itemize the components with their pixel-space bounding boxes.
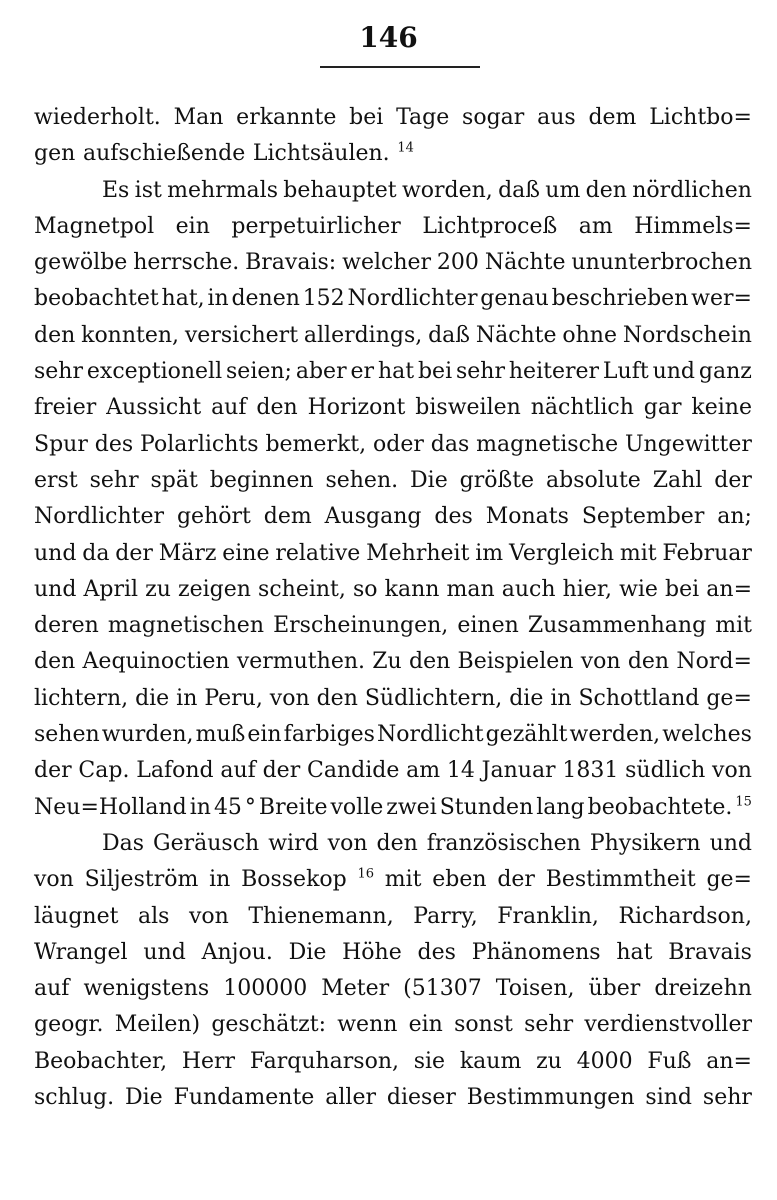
word: Lichtbo=: [649, 105, 752, 130]
word: sehr: [524, 1012, 574, 1038]
word: oder: [373, 431, 424, 457]
word: Magnetpol: [34, 213, 155, 239]
word: Neu=Holland: [34, 794, 187, 820]
word: sehr: [702, 1085, 752, 1111]
word: Parry,: [413, 903, 478, 929]
text-line: [34, 1007, 752, 1043]
word: 14: [397, 140, 414, 156]
word: und: [34, 540, 77, 566]
word: September: [581, 504, 705, 530]
word: beobachtete.: [587, 794, 733, 820]
word: Schottland: [578, 685, 700, 711]
word: schlug.: [34, 1085, 115, 1111]
word: gar: [643, 395, 682, 421]
word: werden,: [569, 722, 661, 748]
word: Fuß: [647, 1048, 692, 1074]
word: 45: [213, 794, 242, 820]
word: eine: [222, 540, 270, 566]
word: von: [34, 867, 74, 893]
word: Richardson,: [618, 903, 752, 929]
word: Stunden: [439, 794, 534, 820]
word: 200: [436, 250, 479, 276]
word: mit: [384, 867, 422, 893]
word: an=: [706, 576, 752, 602]
word: heiterer: [508, 359, 600, 385]
word: Geräusch: [153, 830, 260, 856]
word: magnetische: [476, 431, 619, 457]
text-line: [34, 753, 752, 789]
word: am: [578, 213, 613, 239]
word: Zu: [372, 649, 402, 675]
word: gezählt: [485, 722, 568, 748]
word: Wrangel: [34, 939, 128, 965]
word: 15: [735, 794, 752, 810]
word: Höhe: [342, 939, 402, 965]
word: genau: [480, 286, 549, 312]
word: ein: [247, 722, 282, 748]
word: sehen: [34, 722, 100, 748]
word: Beispielen: [457, 649, 574, 675]
text-line: [34, 390, 752, 426]
body-text: [34, 100, 752, 1116]
word: denen: [231, 286, 300, 312]
text-line: [34, 717, 752, 753]
word: sie: [413, 1048, 446, 1074]
word: man: [446, 576, 495, 602]
word: Bravais: [668, 939, 752, 965]
word: Nächte: [475, 322, 557, 348]
word: versichert: [184, 322, 299, 348]
word: der: [714, 467, 752, 493]
word: dem: [263, 504, 312, 530]
word: Franklin,: [497, 903, 599, 929]
text-line: [34, 354, 752, 390]
text-line: [34, 899, 752, 935]
text-line: [34, 173, 752, 209]
word: hat: [616, 939, 653, 965]
word: vermuthen.: [236, 649, 365, 675]
text-line: [34, 463, 752, 499]
word: bei: [349, 105, 384, 130]
word: freier: [34, 395, 97, 421]
word: südlich: [625, 758, 706, 784]
word: das: [430, 431, 470, 457]
word: geogr.: [34, 1012, 104, 1038]
word: und: [709, 830, 752, 856]
word: ge=: [706, 685, 752, 711]
word: 14: [446, 758, 475, 784]
word: der: [115, 540, 153, 566]
word: sehr: [456, 359, 505, 385]
word: am: [406, 758, 441, 784]
word: Das: [102, 830, 145, 856]
word: hat: [377, 359, 415, 385]
word: 152: [302, 286, 345, 312]
word: Himmels=: [634, 213, 752, 239]
word: und: [143, 939, 186, 965]
text-line: [34, 281, 752, 317]
word: auf: [220, 758, 256, 784]
word: dreizehn: [654, 976, 752, 1002]
word: lichtern,: [34, 685, 129, 711]
text-line: [34, 136, 752, 172]
word: deren: [34, 613, 99, 639]
text-line: [34, 644, 752, 680]
word: hier,: [562, 576, 612, 602]
word: über: [588, 976, 641, 1002]
word: da: [82, 540, 110, 566]
word: Lafond: [136, 758, 214, 784]
word: von: [580, 649, 621, 675]
word: geschätzt:: [211, 1012, 327, 1038]
word: hat,: [161, 286, 205, 312]
word: °: [244, 794, 256, 820]
text-line: [34, 499, 752, 535]
word: den: [627, 649, 670, 675]
word: Die: [410, 467, 448, 493]
word: aus: [537, 105, 576, 130]
word: keine: [691, 395, 752, 421]
word: bei: [417, 359, 453, 385]
word: mehrmals: [167, 177, 278, 203]
word: Tage: [396, 105, 450, 130]
word: ge=: [706, 867, 752, 893]
word: nördlichen: [632, 177, 752, 203]
word: in: [209, 867, 231, 893]
word: von: [712, 758, 752, 784]
word: Man: [173, 105, 224, 130]
word: 4000: [576, 1048, 633, 1074]
word: Erscheinungen,: [273, 613, 449, 639]
word: Candide: [307, 758, 400, 784]
word: Peru,: [204, 685, 263, 711]
text-line: [34, 209, 752, 245]
word: daß: [428, 322, 470, 348]
word: bei: [665, 576, 700, 602]
word: Ausgang: [324, 504, 422, 530]
word: spät: [150, 467, 198, 493]
word: Bossekop: [241, 867, 347, 893]
text-line: [34, 681, 752, 717]
word: auch: [501, 576, 556, 602]
word: von: [327, 830, 368, 856]
word: absolute: [546, 467, 641, 493]
word: Mehrheit: [366, 540, 470, 566]
word: Es: [102, 177, 130, 203]
word: von: [188, 903, 229, 929]
word: Beobachter,: [34, 1048, 168, 1074]
word: wie: [619, 576, 658, 602]
word: magnetischen: [107, 613, 264, 639]
word: den: [376, 830, 418, 856]
word: ohne: [562, 322, 617, 348]
word: der: [262, 758, 301, 784]
word: Nordlichter: [34, 504, 165, 530]
word: Bestimmtheit: [545, 867, 696, 893]
word: wird: [268, 830, 319, 856]
word: muß: [195, 722, 246, 748]
word: den: [34, 649, 76, 675]
word: Bravais:: [245, 250, 337, 276]
word: den: [409, 649, 451, 675]
text-line: [34, 608, 752, 644]
word: exceptionell: [86, 359, 223, 385]
word: herrsche.: [133, 250, 240, 276]
word: Bestimmungen: [466, 1085, 635, 1111]
word: um: [545, 177, 581, 203]
word: läugnet: [34, 903, 119, 929]
word: einen: [457, 613, 519, 639]
word: aller: [325, 1085, 376, 1111]
word: mit: [715, 613, 752, 639]
word: Farquharson,: [249, 1048, 399, 1074]
text-line: [34, 935, 752, 971]
word: behauptet: [283, 177, 397, 203]
word: kann: [384, 576, 440, 602]
word: größte: [459, 467, 535, 493]
word: den: [34, 322, 76, 348]
word: aufschießende: [82, 141, 246, 167]
word: ununterbrochen: [571, 250, 752, 276]
word: der: [497, 867, 535, 893]
word: Nord=: [676, 649, 752, 675]
word: dieser: [386, 1085, 456, 1111]
word: Anjou.: [201, 939, 273, 965]
word: Nordlicht: [377, 722, 484, 748]
word: sogar: [462, 105, 525, 130]
word: Phänomens: [471, 939, 601, 965]
word: nächtlich: [530, 395, 634, 421]
word: April: [83, 576, 139, 602]
word: Nächte: [484, 250, 566, 276]
text-line: [34, 826, 752, 862]
word: konnten,: [81, 322, 180, 348]
word: wenn: [337, 1012, 398, 1038]
word: wenigstens: [83, 976, 210, 1002]
word: beginnen: [209, 467, 314, 493]
word: zwei: [386, 794, 437, 820]
word: sehr: [34, 359, 83, 385]
word: Aussicht: [106, 395, 202, 421]
word: Luft: [602, 359, 649, 385]
word: allerdings,: [303, 322, 423, 348]
text-line: [34, 245, 752, 281]
word: wer=: [691, 286, 752, 312]
text-line: [34, 862, 752, 898]
word: März: [158, 540, 217, 566]
word: die: [135, 685, 170, 711]
word: Siljeström: [84, 867, 199, 893]
text-line: [34, 971, 752, 1007]
word: Thienemann,: [248, 903, 394, 929]
word: kaum: [459, 1048, 522, 1074]
text-line: [34, 1044, 752, 1080]
word: Herr: [181, 1048, 236, 1074]
word: bemerkt,: [265, 431, 367, 457]
word: Südlichtern,: [364, 685, 503, 711]
word: Ungewitter: [625, 431, 752, 457]
word: zu: [145, 576, 171, 602]
word: Zusammenhang: [527, 613, 707, 639]
word: 1831: [562, 758, 619, 784]
word: Horizont: [307, 395, 406, 421]
word: scheint,: [258, 576, 346, 602]
word: Lichtproceß: [422, 213, 558, 239]
text-line: [34, 100, 752, 136]
word: volle: [330, 794, 384, 820]
word: in: [189, 794, 211, 820]
word: an=: [706, 1048, 752, 1074]
word: Die: [288, 939, 327, 965]
word: zeigen: [178, 576, 251, 602]
word: an;: [717, 504, 752, 530]
page-number: 146: [359, 21, 418, 54]
word: beobachtet: [34, 286, 159, 312]
word: Meilen): [114, 1012, 201, 1038]
word: im: [475, 540, 504, 566]
text-line: [34, 572, 752, 608]
word: zu: [536, 1048, 562, 1074]
word: auf: [211, 395, 247, 421]
word: des: [417, 939, 456, 965]
word: Monats: [485, 504, 569, 530]
word: ein: [408, 1012, 443, 1038]
word: Aequinoctien: [82, 649, 230, 675]
word: als: [137, 903, 170, 929]
word: welcher: [342, 250, 432, 276]
word: so: [352, 576, 378, 602]
text-line: [34, 318, 752, 354]
word: Physikern: [589, 830, 701, 856]
word: Nordschein: [622, 322, 752, 348]
word: Cap.: [78, 758, 130, 784]
word: sind: [645, 1085, 692, 1111]
word: beschrieben: [551, 286, 689, 312]
word: ein: [175, 213, 210, 239]
word: und: [34, 576, 77, 602]
word: von: [269, 685, 310, 711]
header-rule: [320, 66, 480, 68]
word: Breite: [258, 794, 328, 820]
word: ganz: [698, 359, 752, 385]
word: Meter: [321, 976, 390, 1002]
word: ist: [134, 177, 162, 203]
word: sehr: [89, 467, 139, 493]
word: relative: [275, 540, 361, 566]
word: 100000: [223, 976, 308, 1002]
word: des: [434, 504, 473, 530]
word: und: [652, 359, 695, 385]
word: in: [550, 685, 572, 711]
word: aber: [295, 359, 347, 385]
word: 16: [357, 866, 375, 882]
word: auf: [34, 976, 70, 1002]
word: worden,: [401, 177, 493, 203]
word: den: [316, 685, 358, 711]
word: in: [207, 286, 229, 312]
word: Lichtsäulen.: [252, 141, 390, 167]
word: erkannte: [236, 105, 337, 130]
text-line: [34, 790, 752, 826]
text-line: [34, 427, 752, 463]
word: Vergleich: [508, 540, 615, 566]
word: farbiges: [283, 722, 375, 748]
word: den: [585, 177, 627, 203]
text-line: [34, 536, 752, 572]
word: französischen: [426, 830, 581, 856]
word: eben: [432, 867, 487, 893]
word: sehen.: [325, 467, 399, 493]
word: gen: [34, 141, 76, 167]
word: Spur: [34, 431, 88, 457]
word: die: [509, 685, 544, 711]
word: wurden,: [101, 722, 194, 748]
word: perpetuirlicher: [231, 213, 401, 239]
word: Zahl: [652, 467, 703, 493]
word: verdienstvoller: [584, 1012, 752, 1038]
word: daß: [498, 177, 540, 203]
word: Die: [124, 1085, 163, 1111]
word: gehört: [176, 504, 251, 530]
word: seien;: [226, 359, 292, 385]
word: Februar: [662, 540, 752, 566]
word: Nordlichter: [347, 286, 478, 312]
word: bisweilen: [415, 395, 521, 421]
word: des: [94, 431, 134, 457]
word: den: [256, 395, 298, 421]
text-line: [34, 1080, 752, 1116]
word: der: [34, 758, 72, 784]
word: Januar: [481, 758, 556, 784]
word: erst: [34, 467, 78, 493]
word: gewölbe: [34, 250, 128, 276]
word: sonst: [454, 1012, 513, 1038]
word: lang: [536, 794, 585, 820]
word: wiederholt.: [34, 105, 161, 130]
word: in: [176, 685, 198, 711]
word: welches: [662, 722, 752, 748]
word: mit: [619, 540, 657, 566]
word: Toisen,: [495, 976, 575, 1002]
word: Fundamente: [173, 1085, 315, 1111]
word: (51307: [403, 976, 482, 1002]
word: dem: [588, 105, 637, 130]
word: er: [350, 359, 375, 385]
word: Polarlichts: [140, 431, 259, 457]
